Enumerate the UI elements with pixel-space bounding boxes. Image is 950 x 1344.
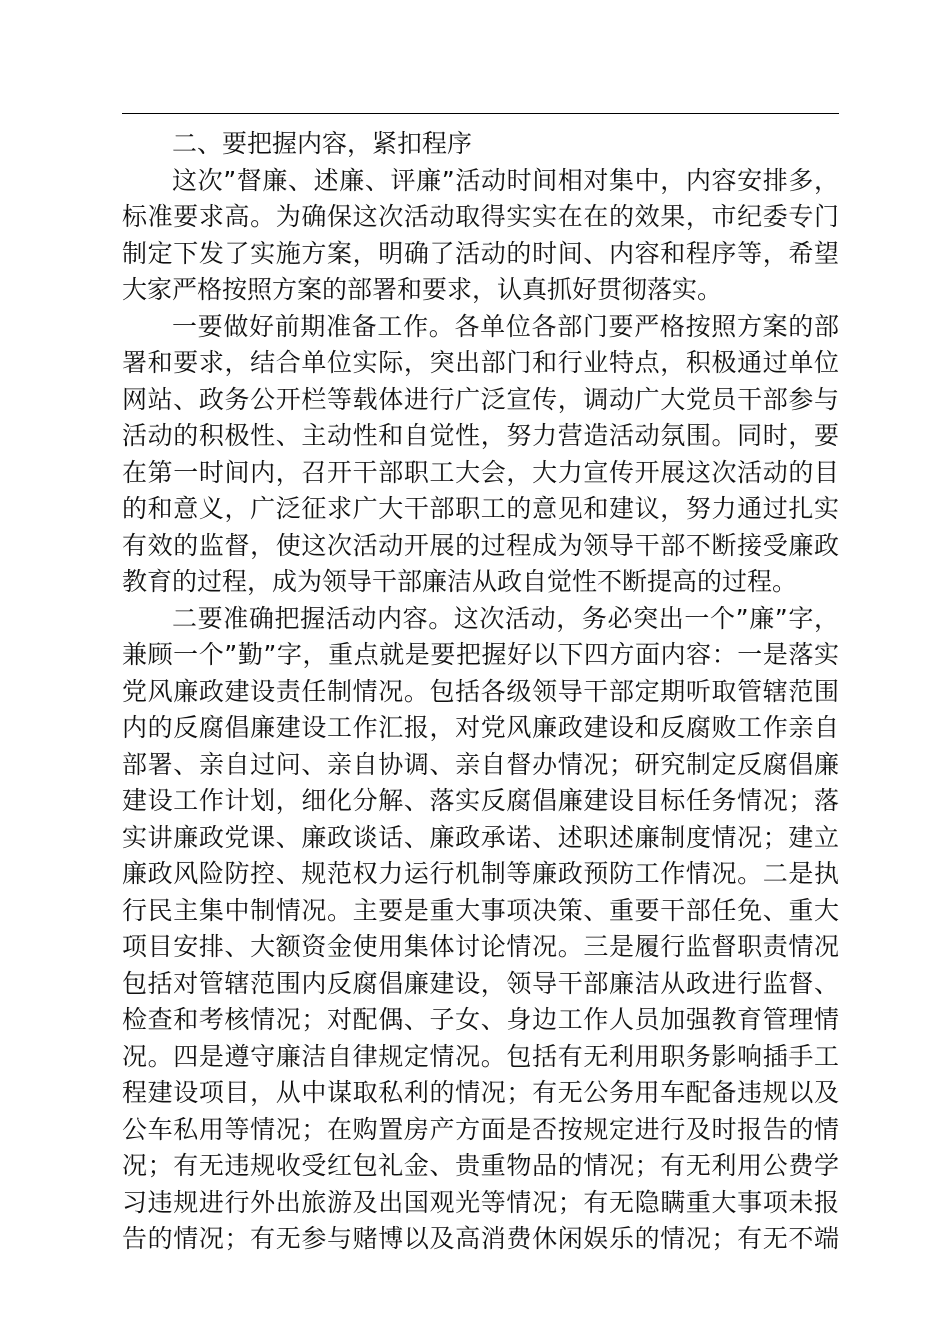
document-body (122, 126, 839, 1258)
paragraph-line: 活动的积极性、主动性和自觉性，努力营造活动氛围。同时，要 (122, 421, 839, 450)
paragraph-line: 项目安排、大额资金使用集体讨论情况。三是履行监督职责情况 (122, 932, 839, 961)
paragraph-line: 大家严格按照方案的部署和要求，认真抓好贯彻落实。 (122, 275, 723, 304)
paragraph-line: 这次”督廉、述廉、评廉”活动时间相对集中，内容安排多， (172, 165, 839, 195)
paragraph-line: 教育的过程，成为领导干部廉洁从政自觉性不断提高的过程。 (122, 567, 798, 596)
paragraph-line: 一要做好前期准备工作。各单位各部门要严格按照方案的部 (172, 311, 839, 341)
paragraph-line: 廉政风险防控、规范权力运行机制等廉政预防工作情况。二是执 (122, 859, 839, 888)
paragraph-line: 的和意义，广泛征求广大干部职工的意见和建议，努力通过扎实 (122, 494, 839, 523)
paragraph-line: 告的情况；有无参与赌博以及高消费休闲娱乐的情况；有无不端 (122, 1224, 839, 1253)
paragraph-line: 况；有无违规收受红包礼金、贵重物品的情况；有无利用公费学 (122, 1151, 839, 1180)
paragraph-line: 检查和考核情况；对配偶、子女、身边工作人员加强教育管理情 (122, 1005, 839, 1034)
paragraph-line: 公车私用等情况；在购置房产方面是否按规定进行及时报告的情 (122, 1114, 839, 1144)
paragraph-line: 程建设项目，从中谋取私利的情况；有无公务用车配备违规以及 (122, 1078, 839, 1107)
section-heading: 二、要把握内容，紧扣程序 (172, 129, 473, 158)
paragraph-line: 内的反腐倡廉建设工作汇报，对党风廉政建设和反腐败工作亲自 (122, 713, 839, 742)
paragraph-line: 署和要求，结合单位实际，突出部门和行业特点，积极通过单位 (122, 348, 839, 377)
paragraph-line: 实讲廉政党课、廉政谈话、廉政承诺、述职述廉制度情况；建立 (122, 822, 839, 852)
paragraph-line: 兼顾一个”勤”字，重点就是要把握好以下四方面内容：一是落实 (122, 640, 839, 669)
paragraph-line: 有效的监督，使这次活动开展的过程成为领导干部不断接受廉政 (122, 530, 839, 560)
header-rule (122, 113, 839, 114)
paragraph-line: 网站、政务公开栏等载体进行广泛宣传，调动广大党员干部参与 (122, 384, 839, 414)
paragraph-line: 建设工作计划，细化分解、落实反腐倡廉建设目标任务情况；落 (122, 786, 839, 815)
paragraph-line: 二要准确把握活动内容。这次活动，务必突出一个”廉”字， (172, 603, 839, 633)
paragraph-line: 制定下发了实施方案，明确了活动的时间、内容和程序等，希望 (122, 238, 839, 268)
paragraph-line: 部署、亲自过问、亲自协调、亲自督办情况；研究制定反腐倡廉 (122, 749, 839, 779)
paragraph-line: 习违规进行外出旅游及出国观光等情况；有无隐瞒重大事项未报 (122, 1187, 839, 1217)
paragraph-line: 包括对管辖范围内反腐倡廉建设，领导干部廉洁从政进行监督、 (122, 968, 839, 998)
paragraph-line: 况。四是遵守廉洁自律规定情况。包括有无利用职务影响插手工 (122, 1041, 839, 1071)
paragraph-line: 在第一时间内，召开干部职工大会，大力宣传开展这次活动的目 (122, 457, 839, 487)
paragraph-line: 标准要求高。为确保这次活动取得实实在在的效果，市纪委专门 (122, 202, 839, 231)
paragraph-line: 党风廉政建设责任制情况。包括各级领导干部定期听取管辖范围 (122, 676, 839, 706)
paragraph-line: 行民主集中制情况。主要是重大事项决策、重要干部任免、重大 (122, 895, 839, 925)
